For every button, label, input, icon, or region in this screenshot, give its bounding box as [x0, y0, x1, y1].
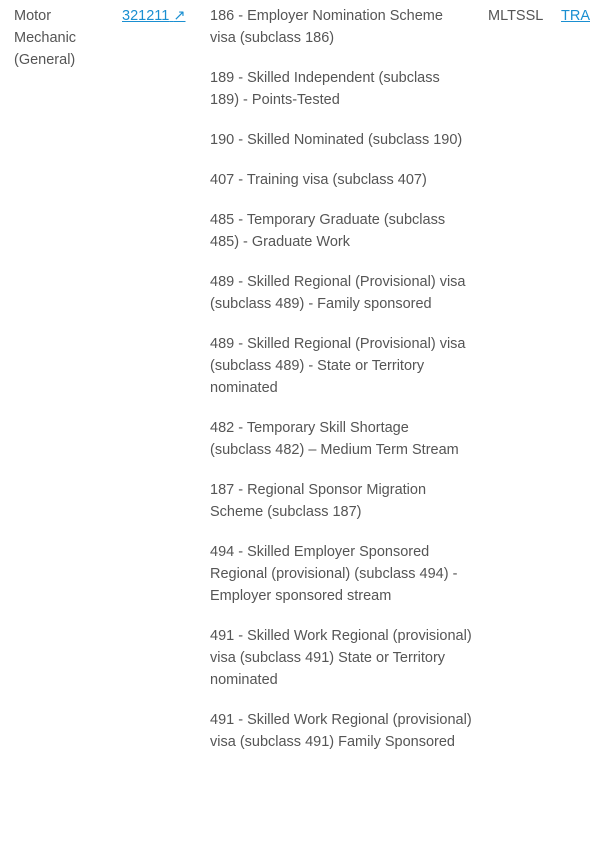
visa-item-482: 482 - Temporary Skill Shortage (subclass 482) – Medium Term Stream — [210, 420, 459, 458]
visa-list — [210, 5, 472, 771]
visa-item-189: 189 - Skilled Independent (subclass 189) - Points-Tested — [210, 70, 440, 108]
anzsco-code-link[interactable] — [122, 8, 186, 24]
skill-list-name: MLTSSL — [488, 8, 544, 24]
visa-item-407: 407 - Training visa (subclass 407) — [210, 172, 427, 188]
visa-item-485: 485 - Temporary Graduate (subclass 485) - Graduate Work — [210, 212, 446, 250]
anzsco-code-text: 321211 — [122, 8, 170, 24]
visa-item-494: 494 - Skilled Employer Sponsored Regional (provisional) (subclass 494) - Employer sponsored stream — [210, 544, 458, 604]
visa-item-187: 187 - Regional Sponsor Migration Scheme (subclass 187) — [210, 482, 427, 520]
assessing-authority-link[interactable]: TRA — [561, 8, 590, 24]
visa-item-491-state: 491 - Skilled Work Regional (provisional) visa (subclass 491) State or Territory nominated — [210, 628, 472, 688]
anzsco-code-cell — [122, 5, 202, 27]
visa-item-489-state: 489 - Skilled Regional (Provisional) visa (subclass 489) - State or Territory nominated — [210, 336, 466, 396]
visa-item-190: 190 - Skilled Nominated (subclass 190) — [210, 132, 463, 148]
visa-item-489-family: 489 - Skilled Regional (Provisional) visa (subclass 489) - Family sponsored — [210, 274, 466, 312]
external-link-arrow-icon: ↗ — [173, 8, 186, 24]
occupation-name: Motor Mechanic (General) — [14, 8, 77, 68]
visa-item-491-family: 491 - Skilled Work Regional (provisional) visa (subclass 491) Family Sponsored — [210, 712, 472, 750]
visa-item-186: 186 - Employer Nomination Scheme visa (subclass 186) — [210, 8, 443, 46]
assessing-authority-cell — [561, 5, 601, 27]
